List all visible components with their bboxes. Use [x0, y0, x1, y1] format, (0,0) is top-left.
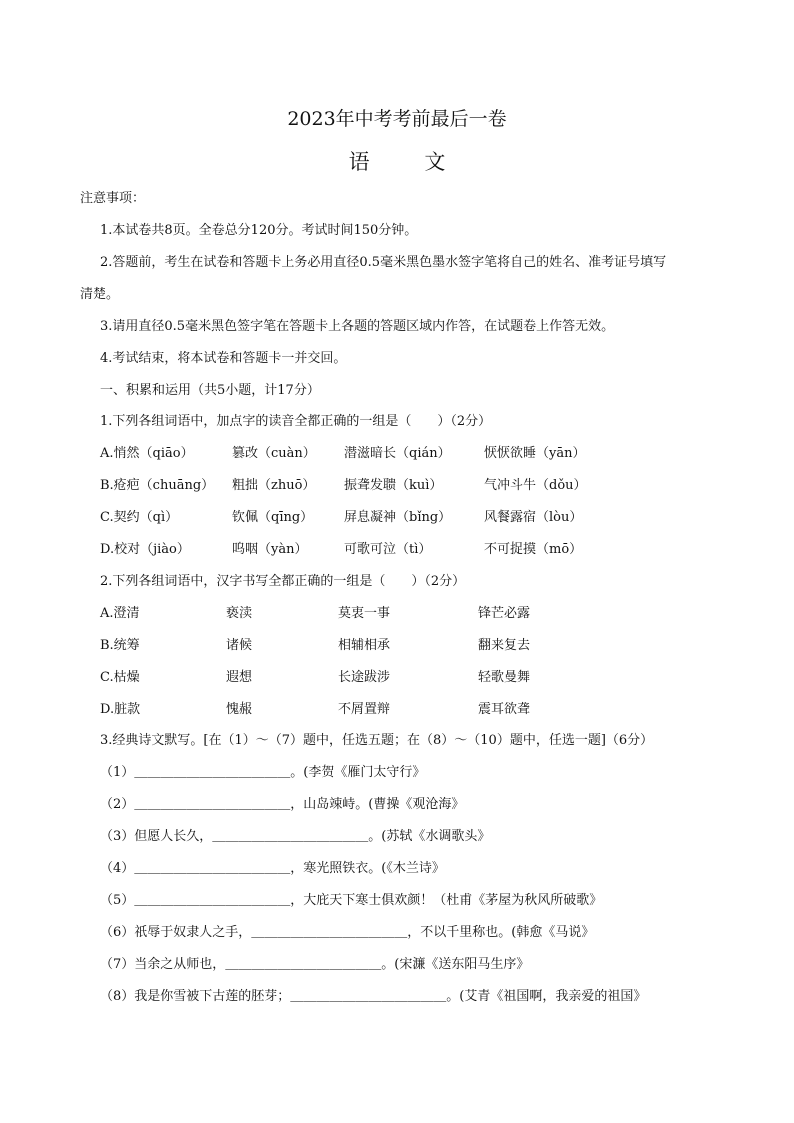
option-term: 轻歌曼舞 [478, 670, 531, 685]
option-term: 相辅相承 [338, 638, 391, 653]
subject-char: 文 [424, 150, 446, 174]
option-term: 不可捉摸（mō） [484, 542, 583, 557]
notice-item: 1.本试卷共8页。全卷总分120分。考试时间150分钟。 [100, 223, 418, 238]
notice-item: 清楚。 [80, 287, 120, 302]
notice-item: 4.考试结束，将本试卷和答题卡一并交回。 [100, 351, 347, 366]
question-1-stem: 1.下列各组词语中，加点字的读音全都正确的一组是（ ）（2分） [100, 414, 492, 429]
option-term: 潜滋暗长（qián） [344, 446, 451, 461]
option-term: 气冲斗牛（dǒu） [484, 478, 587, 493]
option-term: 莫衷一事 [338, 606, 391, 621]
dictation-item: （5）＿＿＿＿＿＿＿＿＿＿＿＿，大庇天下寒士俱欢颜！（杜甫《茅屋为秋风所破歌》 [100, 893, 603, 908]
option-term: 呜咽（yàn） [232, 542, 308, 557]
notice-item: 2.答题前，考生在试卷和答题卡上务必用直径0.5毫米黑色墨水签字笔将自己的姓名、准考证号填写 [100, 255, 667, 270]
subject-char: 语 [348, 150, 370, 174]
option-term: 遐想 [226, 670, 253, 685]
dictation-item: （3）但愿人长久，＿＿＿＿＿＿＿＿＿＿＿＿。(苏轼《水调歌头》 [100, 829, 491, 844]
option-term: 钦佩（qīng） [232, 510, 314, 525]
option-term: 锋芒必露 [478, 606, 531, 621]
option-term: 亵渎 [226, 606, 253, 621]
notice-heading: 注意事项： [80, 191, 146, 206]
option-term: 不屑置辩 [338, 702, 391, 717]
exam-title: 2023年中考考前最后一卷 [287, 108, 507, 130]
option-term: 篡改（cuàn） [232, 446, 316, 461]
option-b: B.疮疤（chuāng） [100, 478, 215, 493]
option-term: 愧赧 [226, 702, 253, 717]
dictation-item: （4）＿＿＿＿＿＿＿＿＿＿＿＿，寒光照铁衣。(《木兰诗》 [100, 861, 445, 876]
dictation-item: （6）祇辱于奴隶人之手，＿＿＿＿＿＿＿＿＿＿＿＿，不以千里称也。(韩愈《马说》 [100, 925, 595, 940]
option-term: 诸候 [226, 638, 253, 653]
option-term: 翻来复去 [478, 638, 531, 653]
option-term: 粗拙（zhuō） [232, 478, 316, 493]
option-term: 风餐露宿（lòu） [484, 510, 583, 525]
option-a: A.悄然（qiāo） [100, 446, 194, 461]
option-term: 长途跋涉 [338, 670, 391, 685]
option-c: C.契约（qì） [100, 510, 179, 525]
notice-item: 3.请用直径0.5毫米黑色签字笔在答题卡上各题的答题区域内作答，在试题卷上作答无效。 [100, 319, 615, 334]
option-term: 可歌可泣（tì） [344, 542, 432, 557]
section-heading: 一、积累和运用（共5小题，计17分） [100, 383, 320, 398]
dictation-item: （2）＿＿＿＿＿＿＿＿＿＿＿＿，山岛竦峙。(曹操《观沧海》 [100, 797, 465, 812]
option-b: B.统筹 [100, 638, 140, 653]
option-a: A.澄清 [100, 606, 140, 621]
option-d: D.脏款 [100, 702, 141, 717]
dictation-item: （7）当余之从师也，＿＿＿＿＿＿＿＿＿＿＿＿。(宋濂《送东阳马生序》 [100, 957, 530, 972]
dictation-item: （1）＿＿＿＿＿＿＿＿＿＿＿＿。(李贺《雁门太守行》 [100, 765, 426, 780]
option-term: 恹恹欲睡（yān） [484, 446, 586, 461]
option-term: 振聋发聩（kuì） [344, 478, 443, 493]
dictation-item: （8）我是你雪被下古莲的胚芽；＿＿＿＿＿＿＿＿＿＿＿＿。(艾青《祖国啊，我亲爱的祖国》 [100, 989, 647, 1004]
question-3-stem: 3.经典诗文默写。[在（1）～（7）题中，任选五题；在（8）～（10）题中，任选一题]（6分） [100, 733, 654, 748]
option-d: D.校对（jiào） [100, 542, 190, 557]
option-c: C.枯燥 [100, 670, 140, 685]
option-term: 屏息凝神（bǐng） [344, 510, 452, 525]
subject-heading [0, 146, 794, 176]
option-term: 震耳欲聋 [478, 702, 531, 717]
question-2-stem: 2.下列各组词语中，汉字书写全都正确的一组是（ ）（2分） [100, 574, 466, 589]
